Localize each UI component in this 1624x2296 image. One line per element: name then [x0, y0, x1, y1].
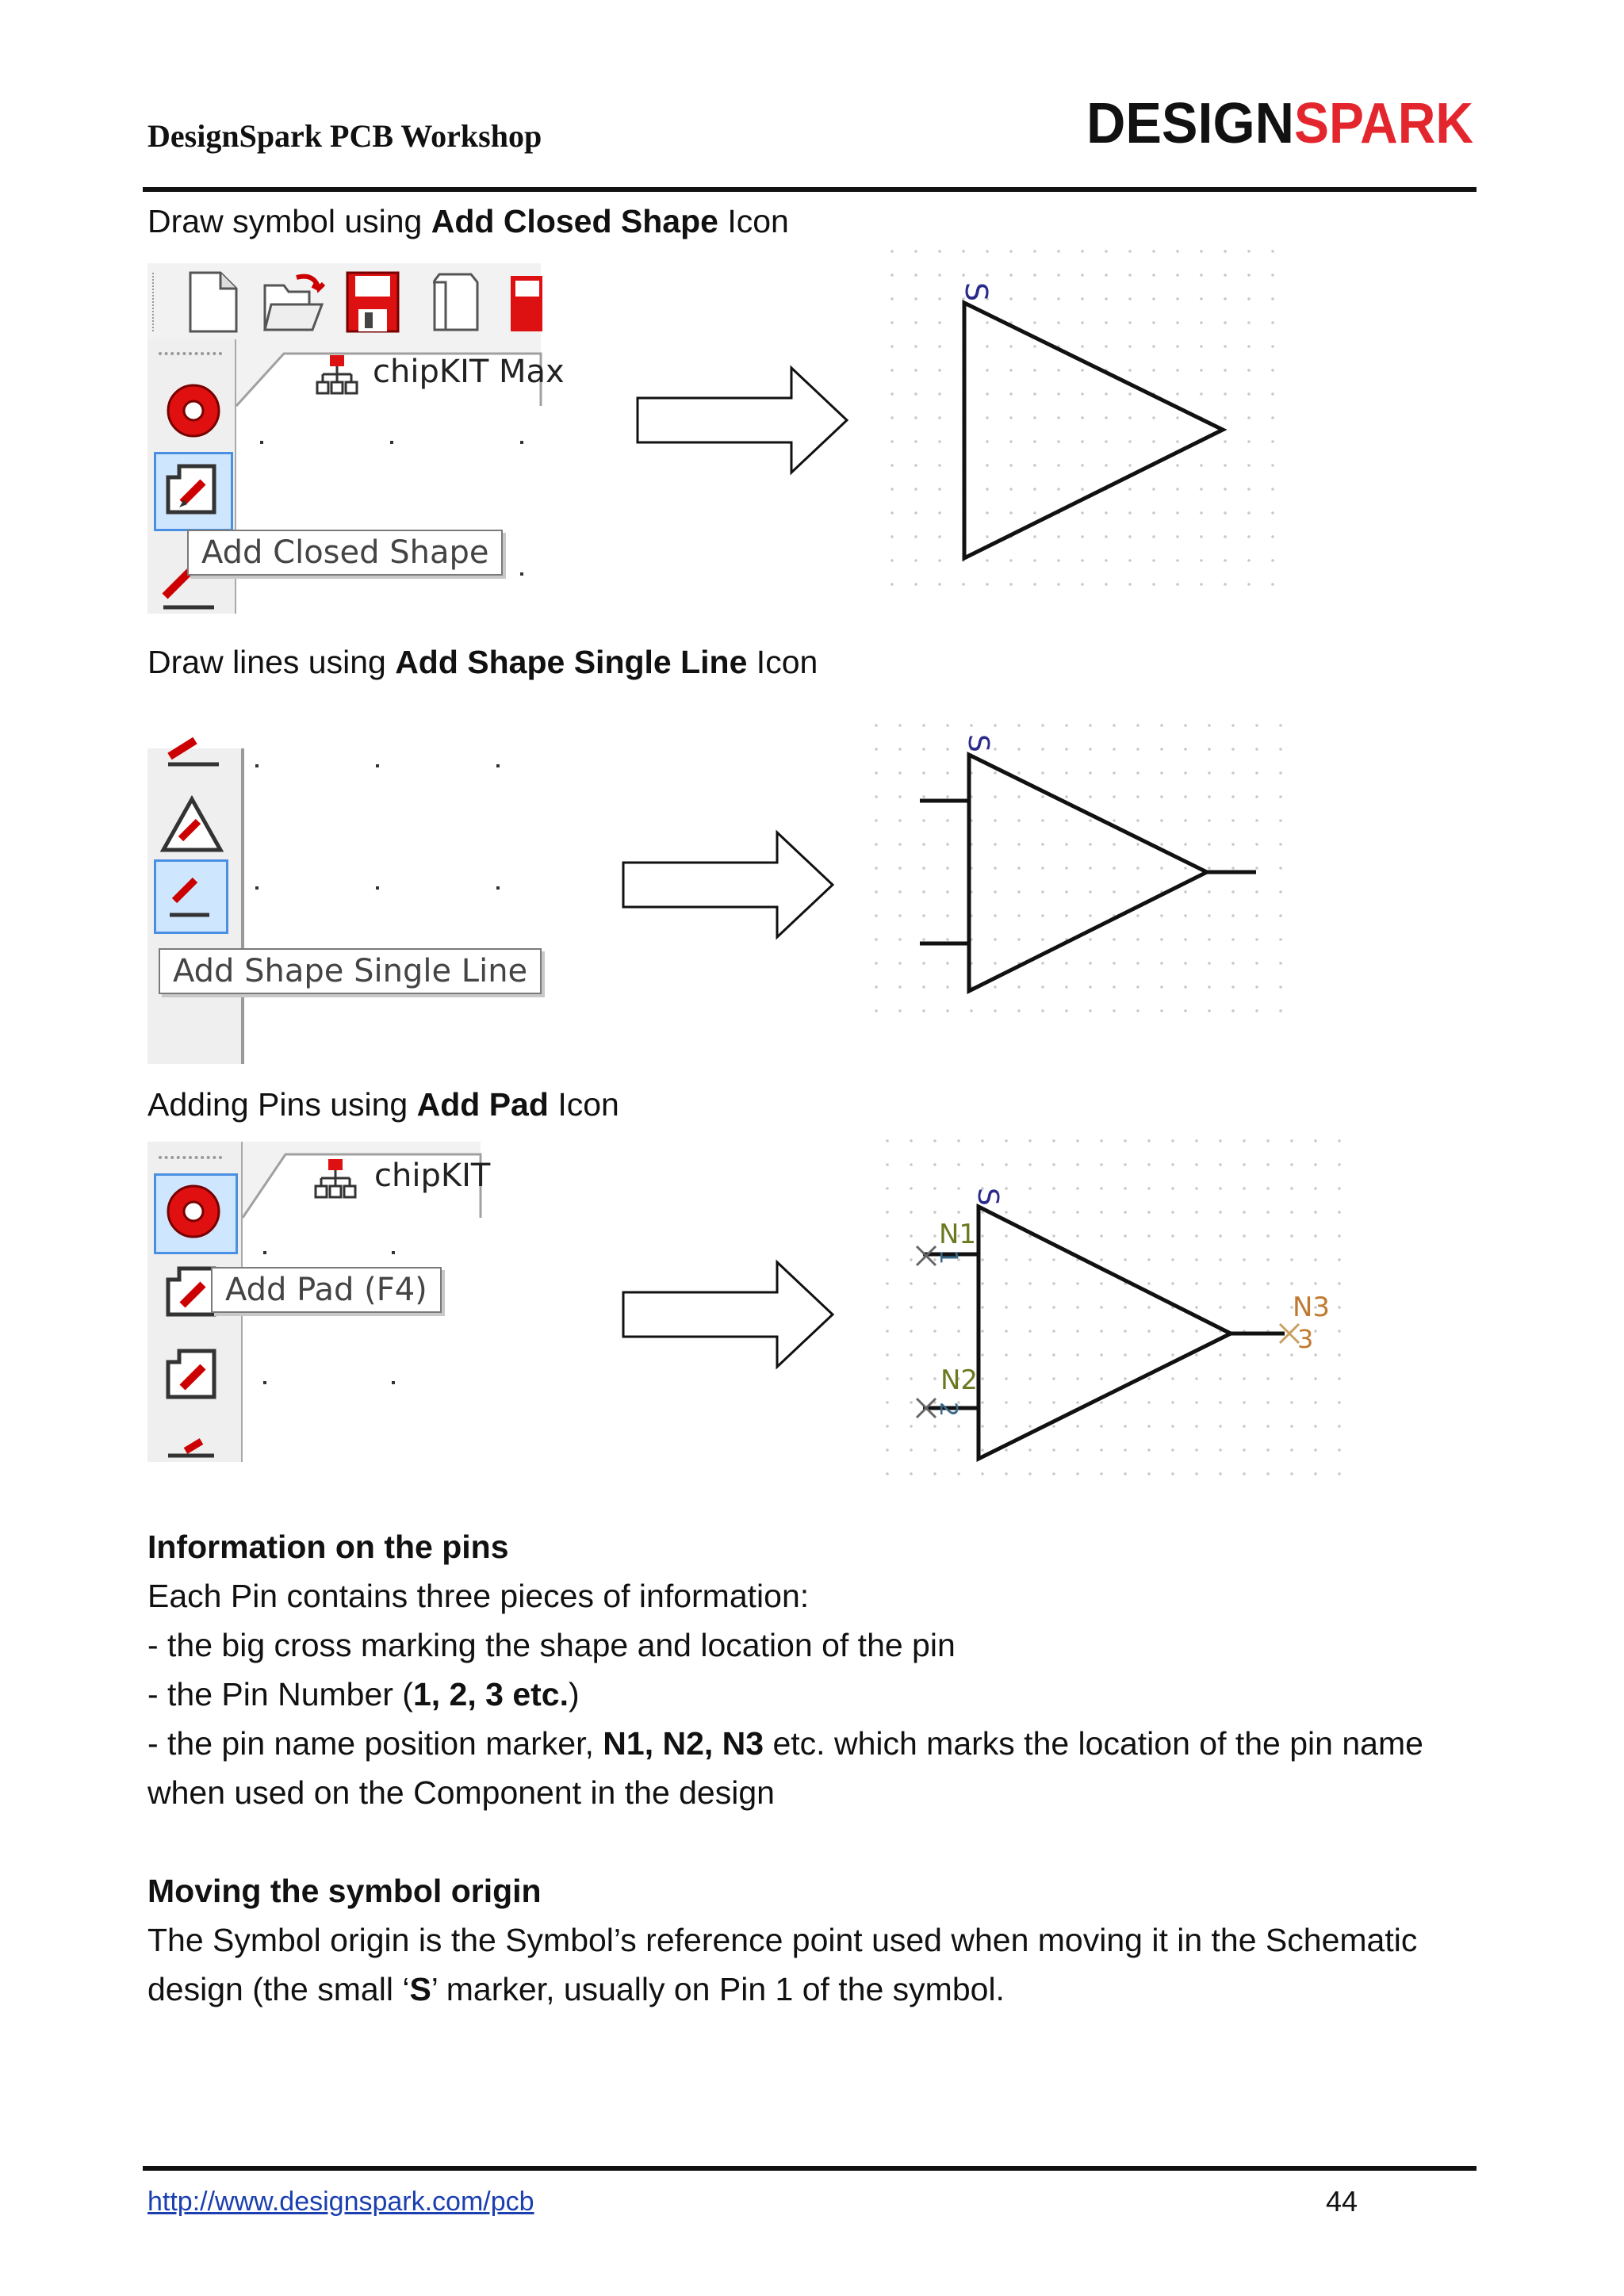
arrow-right-icon: [636, 366, 850, 474]
heading-moving-origin: Moving the symbol origin: [147, 1873, 542, 1909]
add-shape-triangle-icon[interactable]: [160, 793, 225, 858]
heading-information-on-pins: Information on the pins: [147, 1529, 509, 1565]
page-number: 44: [1326, 2185, 1358, 2218]
origin-text: The Symbol origin is the Symbol’s reference point used when moving it in the Schematic design (the small ‘S’ marker, usually on Pin 1 of the symbol.: [147, 1922, 1418, 2007]
design-canvas[interactable]: [244, 748, 520, 1064]
header-rule: [143, 187, 1477, 192]
triangle-symbol: [880, 239, 1277, 595]
pin2-number: 2: [934, 1402, 962, 1418]
pins-info-text: [147, 1571, 1496, 1817]
shape-tool-icon[interactable]: [162, 1440, 222, 1464]
schematic-tab-icon: [314, 352, 360, 398]
caption-closed-shape: Draw symbol using Add Closed Shape Icon: [147, 203, 789, 239]
add-shape-icon[interactable]: [162, 1345, 222, 1408]
schematic-tab-icon: [312, 1156, 358, 1202]
new-document-icon[interactable]: [186, 270, 241, 335]
pin3-name-marker: N3: [1293, 1292, 1331, 1323]
origin-marker: S: [971, 1188, 1004, 1206]
svg-text:SPARK: SPARK: [1294, 92, 1473, 155]
tab-chipkit[interactable]: chipKIT Max: [373, 354, 565, 390]
origin-marker: S: [962, 734, 994, 752]
pins-info-item-1: - the big cross marking the shape and location of the pin: [147, 1627, 956, 1663]
arrow-right-icon: [622, 831, 836, 939]
arrow-right-icon: [622, 1261, 836, 1368]
tooltip-add-shape-single-line: Add Shape Single Line: [159, 948, 542, 994]
pin3-number: 3: [1297, 1324, 1314, 1354]
pad-icon: [163, 1181, 224, 1242]
pin1-name-marker: N1: [939, 1219, 977, 1250]
screenshot-single-line: [147, 748, 528, 1064]
pin1-number: 1: [934, 1249, 962, 1265]
caption-add-pad: Adding Pins using Add Pad Icon: [147, 1086, 619, 1123]
designspark-logo: [1086, 92, 1475, 155]
caption-single-line: Draw lines using Add Shape Single Line Icon: [147, 644, 818, 680]
save-icon[interactable]: [344, 270, 401, 335]
shape-tool-icon[interactable]: [163, 740, 224, 772]
footer-url-link[interactable]: http://www.designspark.com/pcb: [147, 2187, 534, 2217]
pins-info-intro: Each Pin contains three pieces of information:: [147, 1578, 810, 1614]
symbol-with-pads-canvas: [875, 1129, 1356, 1492]
triangle-symbol-with-leads: [864, 714, 1285, 1021]
svg-text:DESIGN: DESIGN: [1086, 92, 1294, 155]
open-document-icon[interactable]: [260, 270, 327, 335]
symbol-single-line-canvas: [864, 714, 1285, 1021]
save-all-icon[interactable]: [427, 270, 479, 335]
closed-shape-icon: [162, 460, 222, 520]
document-header-title: DesignSpark PCB Workshop: [147, 118, 542, 154]
pins-info-item-2: - the Pin Number (1, 2, 3 etc.): [147, 1676, 580, 1712]
origin-marker: S: [959, 282, 994, 302]
screenshot-closed-shape: [147, 263, 565, 614]
pins-info-item-3: - the pin name position marker, N1, N2, N3 etc. which marks the location of the pin name when used on the Component in the design: [147, 1725, 1423, 1811]
footer-rule: [143, 2166, 1477, 2171]
screenshot-add-pad: [147, 1142, 491, 1462]
tooltip-add-pad: Add Pad (F4): [211, 1267, 442, 1313]
pin2-name-marker: N2: [940, 1364, 979, 1396]
triangle-symbol-with-pads: [875, 1129, 1356, 1492]
single-line-icon: [163, 869, 216, 921]
add-pad-icon[interactable]: [163, 381, 224, 441]
tab-chipkit[interactable]: chipKIT: [374, 1158, 491, 1194]
symbol-closed-shape-canvas: [880, 239, 1277, 595]
tooltip-add-closed-shape: Add Closed Shape: [187, 530, 503, 576]
print-icon[interactable]: [504, 270, 541, 335]
